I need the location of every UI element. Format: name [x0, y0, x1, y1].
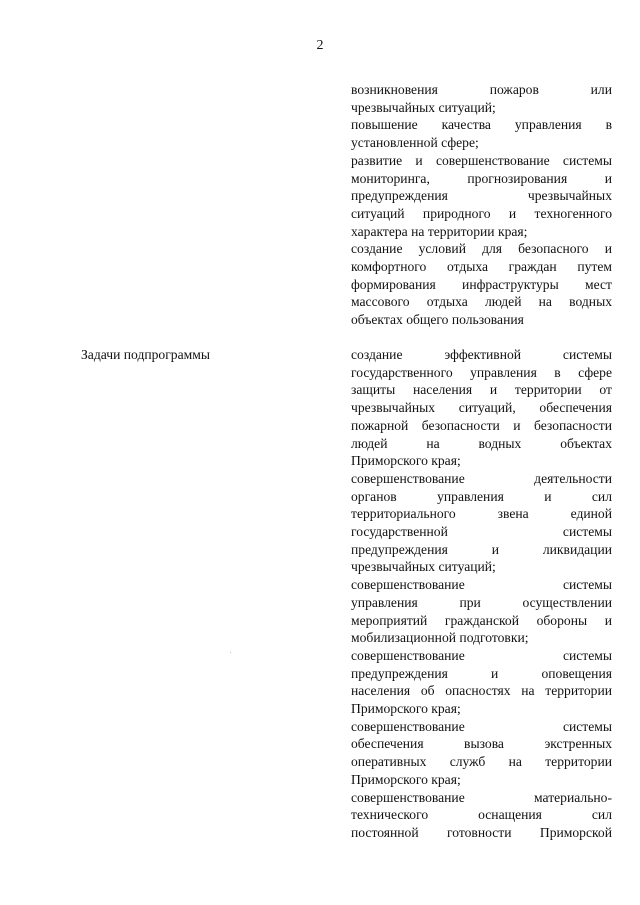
text-line: управления при осуществлении: [351, 594, 612, 610]
text-line: территориального звена единой: [351, 506, 612, 522]
scan-speck: [230, 652, 231, 653]
text-line: возникновения пожаров или: [351, 82, 612, 97]
text-line: создание условий для безопасного и: [351, 241, 612, 257]
text-line: совершенствование системы: [351, 647, 612, 663]
text-line: чрезвычайных ситуаций;: [351, 559, 496, 575]
text-line: мобилизационной подготовки;: [351, 630, 529, 646]
text-line: людей на водных объектах: [351, 435, 612, 451]
text-line: государственной системы: [351, 524, 612, 540]
text-line: объектах общего пользования: [351, 312, 524, 328]
text-line: населения об опасностях на территории: [351, 683, 612, 699]
text-line: Приморского края;: [351, 771, 461, 787]
text-line: органов управления и сил: [351, 488, 612, 504]
text-line: защиты населения и территории от: [351, 382, 612, 398]
text-line: совершенствование системы: [351, 718, 612, 734]
text-line: Приморского края;: [351, 701, 461, 717]
text-line: развитие и совершенствование системы: [351, 152, 612, 168]
text-line: установленной сфере;: [351, 135, 479, 151]
text-line: государственного управления в сфере: [351, 364, 612, 380]
text-line: технического оснащения сил: [351, 807, 612, 823]
text-line: предупреждения и ликвидации: [351, 541, 612, 557]
text-line: повышение качества управления в: [351, 117, 612, 133]
text-line: мероприятий гражданской обороны и: [351, 612, 612, 628]
text-line: совершенствование системы: [351, 577, 612, 593]
page-number: 2: [316, 38, 324, 53]
tasks-text: [351, 346, 612, 842]
goals-continuation: [351, 81, 612, 329]
text-line: совершенствование материально-: [351, 789, 612, 805]
text-line: мониторинга, прогнозирования и: [351, 170, 612, 186]
text-line: комфортного отдыха граждан путем: [351, 259, 612, 275]
text-line: совершенствование деятельности: [351, 470, 612, 486]
text-line: массового отдыха людей на водных: [351, 294, 612, 310]
tasks-label: Задачи подпрограммы: [81, 347, 210, 362]
text-line: обеспечения вызова экстренных: [351, 736, 612, 752]
text-line: оперативных служб на территории: [351, 754, 612, 770]
text-line: предупреждения и оповещения: [351, 665, 612, 681]
text-line: чрезвычайных ситуаций, обеспечения: [351, 400, 612, 416]
text-line: Приморского края;: [351, 453, 461, 469]
text-line: создание эффективной системы: [351, 347, 612, 362]
text-line: характера на территории края;: [351, 223, 528, 239]
text-line: постоянной готовности Приморской: [351, 824, 612, 840]
text-line: чрезвычайных ситуаций;: [351, 99, 496, 115]
text-line: ситуаций природного и техногенного: [351, 205, 612, 221]
text-line: пожарной безопасности и безопасности: [351, 417, 612, 433]
text-line: формирования инфраструктуры мест: [351, 276, 612, 292]
text-line: предупреждения чрезвычайных: [351, 188, 612, 204]
